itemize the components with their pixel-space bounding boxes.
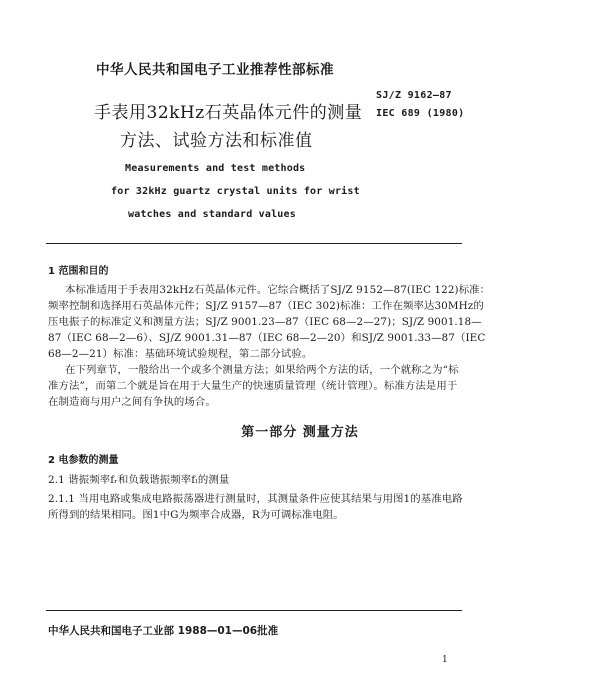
section-1-para2-line: 在下列章节，一般给出一个或多个测量方法；如果给两个方法的话，一个就称之为“标 — [65, 364, 459, 376]
section-2-heading: 2 电参数的测量 — [48, 455, 119, 466]
section-2-1-1-line: 2.1.1 当用电路或集成电路振荡器进行测量时，其测量条件应使其结果与用图1的基准电路 — [48, 493, 463, 505]
title-en-line1: Measurements and test methods — [125, 163, 306, 174]
footer-divider — [46, 610, 462, 611]
title-en-line2: for 32kHz guartz crystal units for wrist — [111, 186, 360, 197]
section-1-para1-line: 频率控制和选择用石英晶体元件；SJ/Z 9157—87（IEC 302)标准：工作在频率达30MHz的 — [48, 300, 484, 312]
section-1-heading: 1 范围和目的 — [48, 266, 109, 277]
section-1-para1-line: 本标准适用于手表用32kHz石英晶体元件。它综合概括了SJ/Z 9152—87(IEC 122)标准： — [65, 284, 491, 296]
section-2-1-heading: 2.1 谐振频率fᵣ和负载谐振频率fₗ的测量 — [48, 474, 230, 486]
section-1-para1-line: 87（IEC 68—2—6）、SJ/Z 9001.31—87（IEC 68—2—20）和SJ/Z 9001.33—87（IEC — [48, 332, 486, 344]
section-2-1-1-line: 所得到的结果相同。图1中G为频率合成器，R为可调标准电阻。 — [48, 509, 344, 521]
section-1-para2-line: 准方法”，而第二个就是旨在用于大量生产的快速质量管理（统计管理）。标准方法是用于 — [48, 380, 458, 392]
part-1-title: 第一部分 测量方法 — [241, 425, 359, 440]
section-1-para1-line: 68—2—21）标准：基础环境试验规程，第二部分试验。 — [48, 348, 313, 360]
title-cn-line1: 手表用32kHz石英晶体元件的测量 — [94, 103, 363, 123]
section-1-para1-line: 压电振子的标准定义和测量方法；SJ/Z 9001.23—87（IEC 68—2—27)；SJ/Z 9001.18— — [48, 316, 482, 328]
title-cn-line2: 方法、试验方法和标准值 — [120, 131, 313, 151]
standard-category: 中华人民共和国电子工业推荐性部标准 — [96, 62, 334, 78]
title-en-line3: watches and standard values — [128, 209, 296, 220]
standard-number: SJ/Z 9162—87 — [376, 90, 452, 101]
iec-number: IEC 689 (1980) — [376, 108, 465, 119]
header-divider — [46, 243, 462, 244]
approval-line: 中华人民共和国电子工业部 1988—01—06批准 — [48, 625, 279, 637]
section-1-para2-line: 在制造商与用户之间有争执的场合。 — [48, 396, 216, 408]
page-number: 1 — [442, 655, 448, 665]
